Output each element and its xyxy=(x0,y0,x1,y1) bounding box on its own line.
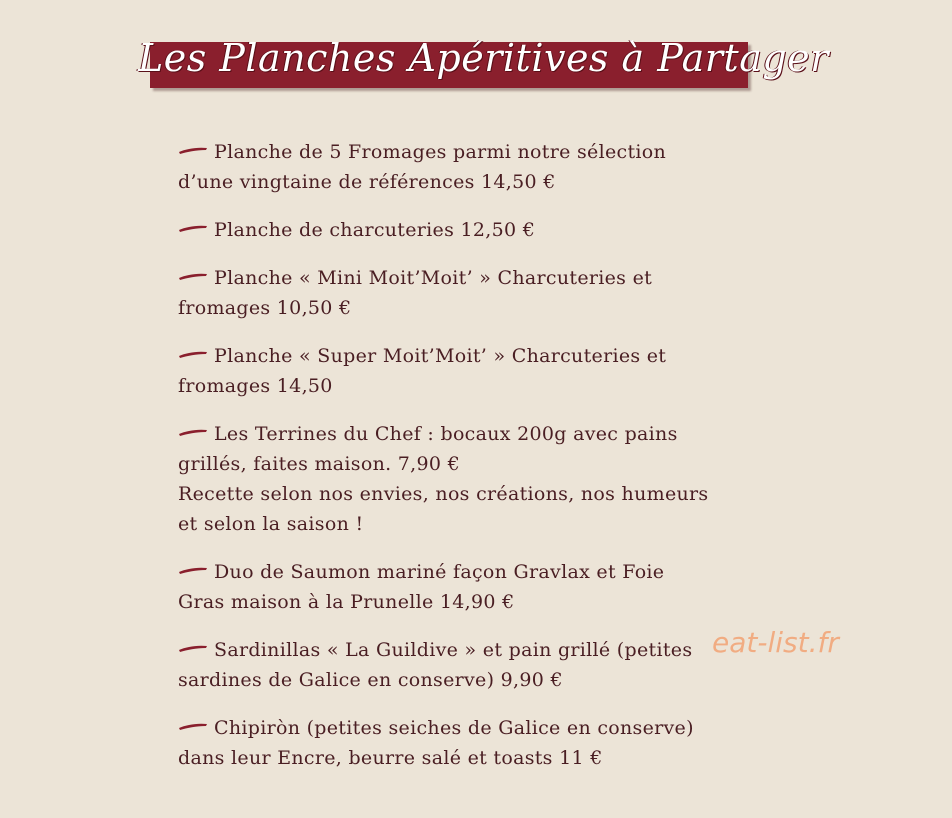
menu-item-text: Les Terrines du Chef : bocaux 200g avec pains xyxy=(214,423,678,445)
menu-item-line: dans leur Encre, beurre salé et toasts 11 € xyxy=(178,747,603,769)
menu-item xyxy=(178,341,758,401)
menu-item-line xyxy=(178,557,758,587)
menu-item-text: Chipiròn (petites seiches de Galice en conserve) xyxy=(214,717,694,739)
brush-stroke-icon xyxy=(178,224,208,232)
menu-item-text: Planche « Mini Moit’Moit’ » Charcuteries et xyxy=(214,267,653,289)
brush-stroke-icon xyxy=(178,566,208,574)
menu-item-line: fromages 10,50 € xyxy=(178,297,352,319)
menu-item-text: Duo de Saumon mariné façon Gravlax et Foie xyxy=(214,561,665,583)
brush-stroke-icon xyxy=(178,146,208,154)
menu-item-line xyxy=(178,419,758,449)
menu-item-text: Planche « Super Moit’Moit’ » Charcuteries et xyxy=(214,345,667,367)
menu-item xyxy=(178,263,758,323)
menu-item-line: et selon la saison ! xyxy=(178,513,364,535)
menu-item-line xyxy=(178,263,758,293)
watermark: eat-list.fr xyxy=(712,626,839,659)
menu-item xyxy=(178,635,758,695)
menu-item-text: Planche de 5 Fromages parmi notre sélection xyxy=(214,141,667,163)
brush-stroke-icon xyxy=(178,722,208,730)
menu-item xyxy=(178,215,758,245)
menu-item-line xyxy=(178,341,758,371)
menu-item-line: Recette selon nos envies, nos créations, nos humeurs xyxy=(178,483,709,505)
menu-list xyxy=(178,137,758,791)
brush-stroke-icon xyxy=(178,272,208,280)
menu-item xyxy=(178,557,758,617)
menu-item-line xyxy=(178,713,758,743)
menu-item-line xyxy=(178,635,758,665)
brush-stroke-icon xyxy=(178,350,208,358)
menu-item-text: Sardinillas « La Guildive » et pain grillé (petites xyxy=(214,639,693,661)
menu-item-line: sardines de Galice en conserve) 9,90 € xyxy=(178,669,563,691)
menu-item-line xyxy=(178,215,758,245)
menu-item-line xyxy=(178,137,758,167)
menu-item xyxy=(178,713,758,773)
menu-item-text: Planche de charcuteries 12,50 € xyxy=(214,219,536,241)
menu-item-line: fromages 14,50 xyxy=(178,375,333,397)
page-title: Les Planches Apéritives à Partager xyxy=(138,36,829,80)
menu-item xyxy=(178,137,758,197)
brush-stroke-icon xyxy=(178,644,208,652)
brush-stroke-icon xyxy=(178,428,208,436)
menu-item-line: Gras maison à la Prunelle 14,90 € xyxy=(178,591,515,613)
menu-item xyxy=(178,419,758,539)
menu-item-line: d’une vingtaine de références 14,50 € xyxy=(178,171,556,193)
menu-item-line: grillés, faites maison. 7,90 € xyxy=(178,453,461,475)
